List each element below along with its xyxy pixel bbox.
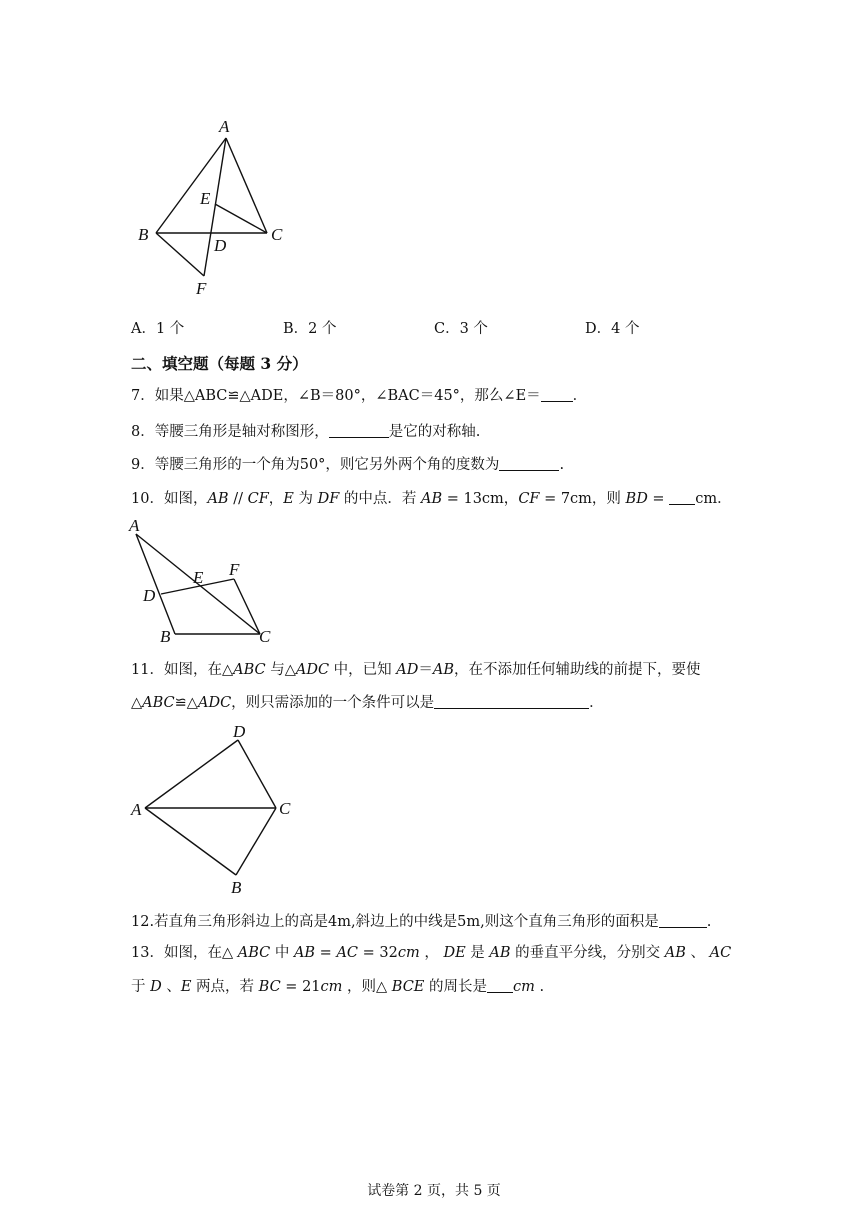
figure-q6-lines xyxy=(156,138,267,276)
question-11-line-1: 11．如图，在△ABC 与△ADC 中，已知 AD＝AB，在不添加任何辅助线的前提下，要使 xyxy=(131,662,701,678)
answer-blank-13[interactable] xyxy=(487,978,513,993)
label-c: C xyxy=(279,799,291,818)
answer-blank-9[interactable] xyxy=(499,456,559,471)
label-a: A xyxy=(129,516,140,535)
question-13-line-1: 13．如图，在△ ABC 中 AB = AC = 32cm ， DE 是 AB 的垂直平分线，分别交 AB 、 AC xyxy=(131,945,732,961)
label-e: E xyxy=(193,568,204,587)
option-b: B．2 个 xyxy=(283,321,337,337)
question-11-line-2: △ABC≌△ADC，则只需添加的一个条件可以是 ． xyxy=(131,695,604,711)
label-e: E xyxy=(200,189,211,208)
answer-blank-12[interactable] xyxy=(659,913,707,928)
label-b: B xyxy=(231,878,242,897)
label-c: C xyxy=(259,627,271,646)
figure-q10 xyxy=(128,515,288,650)
label-c: C xyxy=(271,225,283,244)
question-13-line-2: 于 D 、E 两点，若 BC = 21cm ，则△ BCE 的周长是 cm . xyxy=(131,979,545,995)
option-d: D．4 个 xyxy=(585,321,640,337)
label-f: F xyxy=(196,279,207,298)
label-d: D xyxy=(143,586,156,605)
label-d: D xyxy=(233,722,246,741)
label-a: A xyxy=(131,800,142,819)
label-d: D xyxy=(214,236,227,255)
question-8: 8．等腰三角形是轴对称图形， 是它的对称轴. xyxy=(131,424,481,440)
page-footer: 试卷第 2 页，共 5 页 xyxy=(367,1183,501,1199)
question-7: 7．如果△ABC≌△ADE，∠B＝80°，∠BAC＝45°，那么∠E＝ ． xyxy=(131,388,588,404)
answer-blank-10[interactable] xyxy=(669,490,695,505)
option-c: C．3 个 xyxy=(434,321,488,337)
figure-q6 xyxy=(130,112,300,302)
label-f: F xyxy=(229,560,240,579)
figure-q11 xyxy=(128,720,298,900)
section-title: 二、填空题（每题 3 分） xyxy=(131,354,308,373)
label-b: B xyxy=(160,627,171,646)
label-a: A xyxy=(219,117,230,136)
answer-blank-7[interactable] xyxy=(541,387,573,402)
question-12: 12.若直角三角形斜边上的高是4m,斜边上的中线是5m,则这个直角三角形的面积是 . xyxy=(131,914,712,930)
question-10: 10．如图，AB // CF，E 为 DF 的中点．若 AB = 13cm，CF = 7cm，则 BD = cm． xyxy=(131,491,732,507)
question-9: 9．等腰三角形的一个角为50°，则它另外两个角的度数为 . xyxy=(131,457,565,473)
answer-blank-8[interactable] xyxy=(329,423,389,438)
label-b: B xyxy=(138,225,149,244)
answer-blank-11[interactable] xyxy=(434,694,589,709)
figure-q11-lines xyxy=(145,740,276,875)
option-a: A．1 个 xyxy=(131,321,185,337)
